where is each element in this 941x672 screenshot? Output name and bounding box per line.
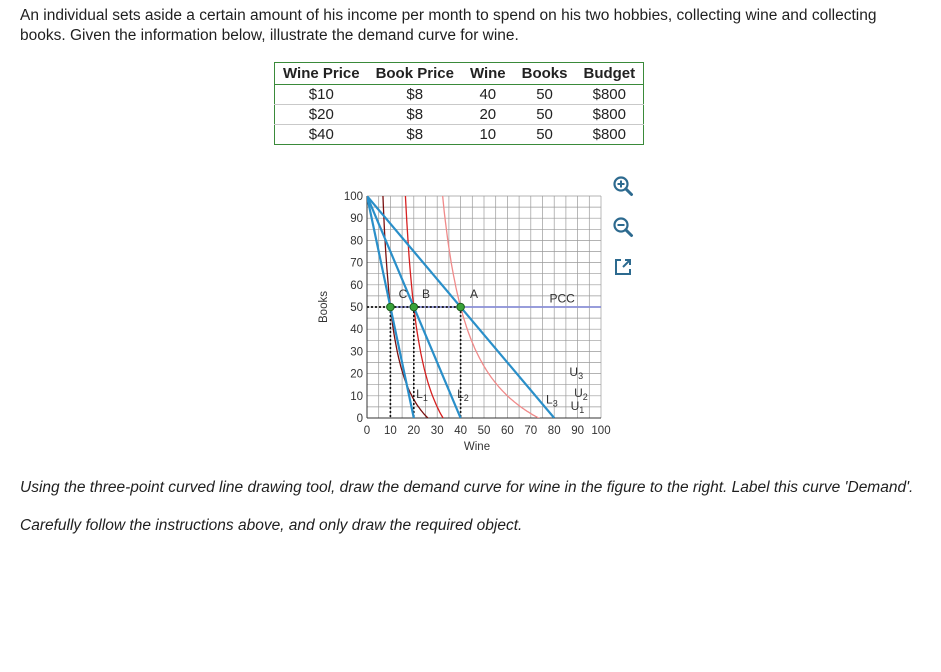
x-tick-label: 70 [524, 425, 538, 437]
y-tick-label: 30 [350, 346, 363, 359]
table-row [275, 85, 644, 105]
table-cell: $8 [368, 105, 462, 125]
table-cell: $20 [275, 105, 368, 125]
x-tick-label: 100 [591, 425, 611, 437]
header-wine: Wine [462, 63, 514, 85]
header-wine-price: Wine Price [275, 63, 368, 85]
x-tick-label: 80 [547, 425, 561, 437]
table-cell: 50 [536, 126, 553, 143]
y-tick-label: 100 [343, 191, 363, 203]
x-tick-label: 10 [384, 425, 397, 437]
budget-line-label: $L_1$ [416, 387, 428, 404]
y-tick-label: 70 [350, 257, 363, 270]
x-tick-label: 60 [501, 425, 514, 437]
table-cell: $8 [406, 126, 424, 143]
x-tick-label: 90 [571, 425, 584, 437]
x-tick-label: 30 [430, 425, 444, 437]
table-cell: 50 [514, 105, 576, 125]
instructions [20, 478, 920, 554]
zoom-out-icon[interactable] [612, 216, 634, 238]
zoom-in-icon[interactable] [612, 175, 634, 197]
table-cell: $10 [275, 85, 368, 105]
table-row [275, 105, 644, 125]
graph-area[interactable] [300, 180, 620, 465]
indifference-label: $U_3$ [569, 364, 584, 381]
budget-line-label: $L_3$ [546, 392, 558, 409]
x-tick-label: 0 [363, 425, 371, 437]
budget-line-label: $L_2$ [457, 387, 469, 404]
table-row [275, 125, 644, 145]
y-tick-label: 80 [350, 235, 363, 248]
table-cell: 20 [462, 105, 514, 125]
table-header-row [275, 63, 644, 85]
y-tick-label: 10 [350, 390, 363, 403]
indifference-label: $U_2$ [574, 385, 588, 402]
point-marker [387, 303, 395, 311]
table-cell: 40 [462, 85, 514, 105]
table-cell: $800 [575, 105, 643, 125]
point-label: B [421, 287, 431, 302]
pcc-label: PCC [549, 291, 575, 306]
header-budget: Budget [575, 63, 643, 85]
popout-icon[interactable] [612, 256, 634, 278]
x-tick-label: 40 [454, 425, 467, 437]
y-axis-label: Books [318, 291, 330, 323]
table-cell: 10 [479, 126, 497, 143]
y-tick-label: 50 [350, 302, 363, 314]
y-tick-label: 40 [350, 324, 363, 337]
y-tick-label: 90 [350, 213, 363, 226]
y-tick-label: 60 [350, 279, 363, 292]
point-marker [457, 303, 465, 311]
indifference-label: $U_1$ [570, 399, 585, 416]
y-tick-label: 0 [356, 413, 363, 425]
question-intro: An individual sets aside a certain amount of his income per month to spend on his two hobbies, collecting wine and collecting books. Given the information below, illustrate the demand curve for wine. [20, 7, 877, 44]
point-label: C [398, 287, 408, 302]
point-label: A [469, 287, 478, 302]
price-table [274, 62, 644, 145]
point-marker [410, 303, 418, 311]
table-cell: $40 [308, 126, 334, 143]
header-books: Books [514, 63, 576, 85]
table-cell: $800 [575, 85, 643, 105]
table-cell: 50 [514, 85, 576, 105]
instruction-text: Using the three-point curved line drawing tool, draw the demand curve for wine in the figure to the right. Label this curve 'Demand'. [20, 479, 914, 496]
instruction-warning: Carefully follow the instructions above, and only draw the required object. [20, 517, 523, 534]
table-cell: $8 [368, 85, 462, 105]
x-tick-label: 50 [477, 425, 491, 437]
x-axis-label: Wine [463, 441, 491, 453]
x-tick-label: 20 [407, 425, 421, 437]
y-tick-label: 20 [350, 368, 363, 381]
table-cell: $800 [592, 126, 626, 143]
header-book-price: Book Price [368, 63, 462, 85]
